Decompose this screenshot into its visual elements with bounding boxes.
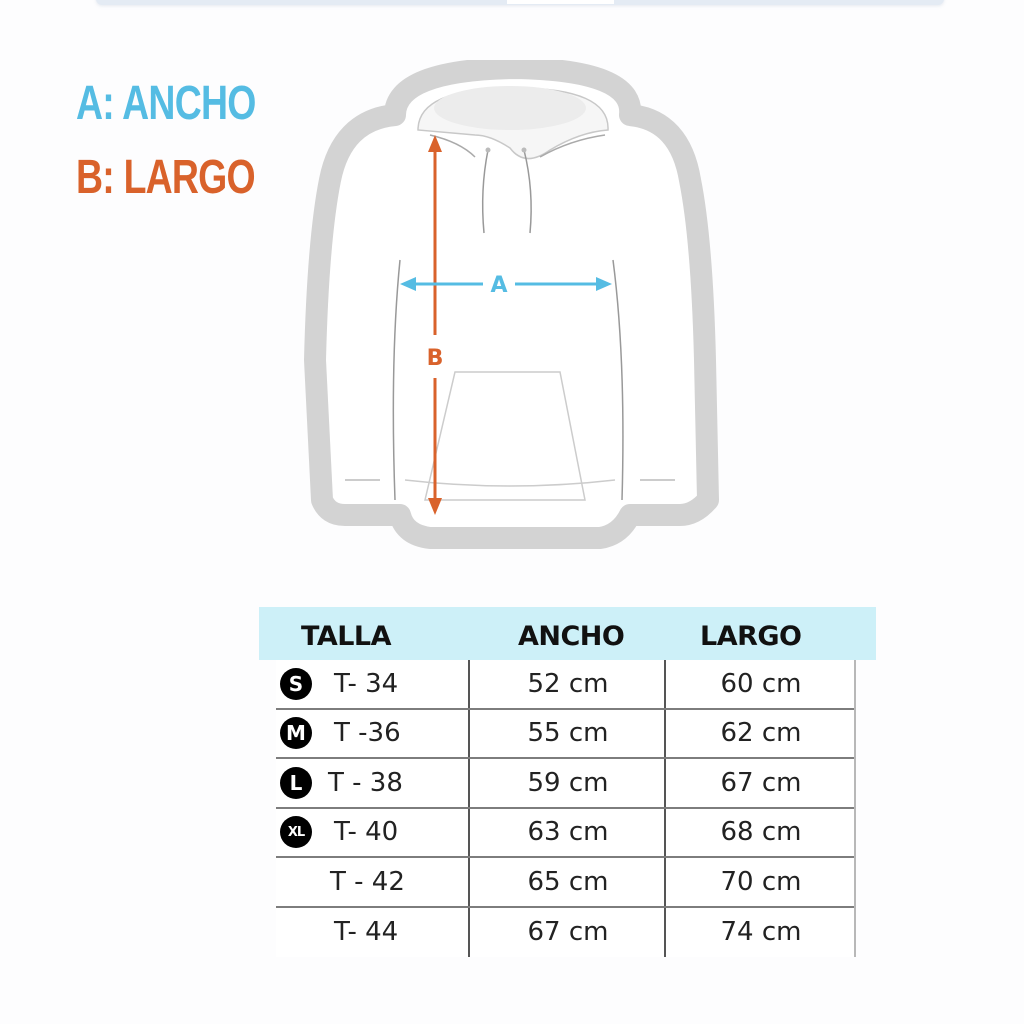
column-header-talla: TALLA [301,621,392,652]
legend-largo: B: LARGO [76,151,255,204]
ancho-value: 55 cm [468,710,666,758]
table-row [276,710,854,760]
table-header [259,607,876,660]
width-marker-a: A [490,273,508,298]
size-badge-icon: M [280,717,312,749]
length-marker-b: B [426,346,444,371]
column-header-largo: LARGO [700,621,802,652]
column-header-ancho: ANCHO [518,621,625,652]
talla-value: T- 44 [334,917,399,948]
table-row [276,660,854,710]
largo-value: 70 cm [664,858,856,906]
size-badge-icon: XL [280,816,312,848]
ancho-value: 65 cm [468,858,666,906]
size-badge-icon: S [280,668,312,700]
table-row [276,858,854,908]
ancho-value: 52 cm [468,660,666,708]
ancho-value: 59 cm [468,759,666,807]
largo-value: 60 cm [664,660,856,708]
talla-value: T- 40 [334,817,399,848]
ancho-value: 63 cm [468,809,666,857]
table-body [276,660,856,957]
table-row [276,809,854,859]
top-bar-tab [507,0,614,4]
talla-value: T - 38 [328,767,403,798]
hoodie-diagram [300,60,720,550]
talla-value: T -36 [334,718,401,749]
table-row [276,759,854,809]
size-badge-icon: L [280,767,312,799]
largo-value: 62 cm [664,710,856,758]
talla-value: T- 34 [334,668,399,699]
talla-value: T - 42 [330,866,405,897]
ancho-value: 67 cm [468,908,666,958]
legend-ancho: A: ANCHO [76,77,256,130]
largo-value: 74 cm [664,908,856,958]
table-row [276,908,854,958]
largo-value: 67 cm [664,759,856,807]
size-table [259,607,876,957]
largo-value: 68 cm [664,809,856,857]
